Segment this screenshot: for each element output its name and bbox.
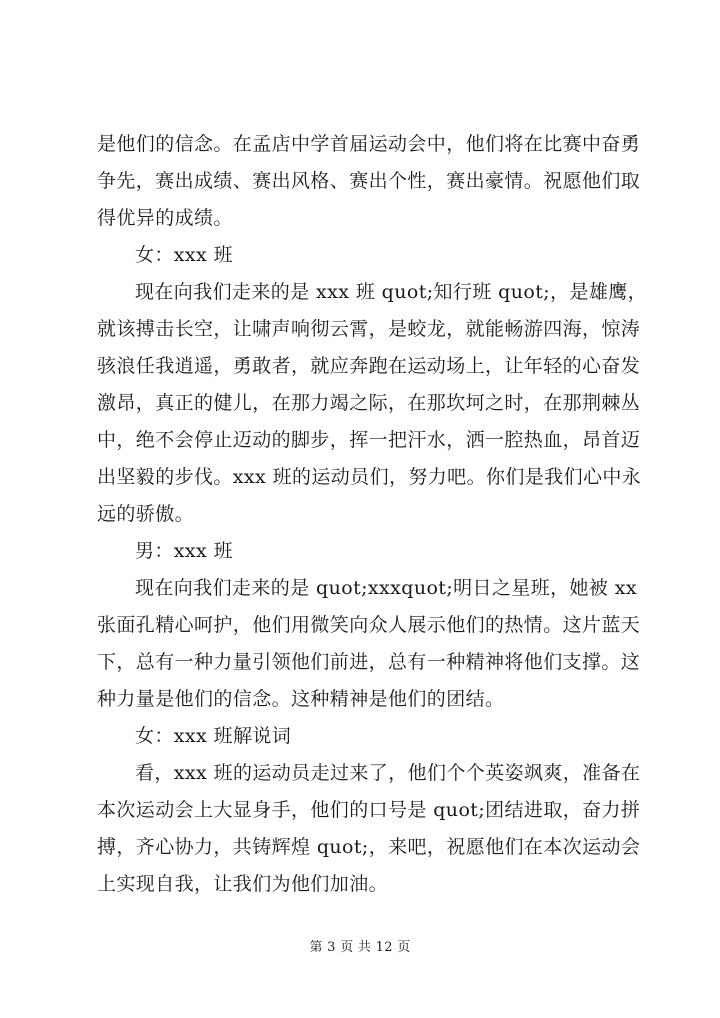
text-line: 种力量是他们的信念。这种精神是他们的团结。 (97, 688, 505, 710)
text-line: 争先，赛出成绩、赛出风格、赛出个性，赛出豪情。祝愿他们取 (97, 170, 641, 192)
speaker-line: 女：xxx 班 (135, 244, 233, 266)
text-line: 现在向我们走来的是 quot;xxxquot;明日之星班，她被 xx (135, 577, 638, 599)
text-line: 激昂，真正的健儿，在那力竭之际，在那坎坷之时，在那荆棘丛 (97, 392, 641, 414)
text-line: 中，绝不会停止迈动的脚步，挥一把汗水，洒一腔热血，昂首迈 (97, 429, 641, 451)
text-line: 本次运动会上大显身手，他们的口号是 quot;团结进取，奋力拼 (97, 799, 641, 821)
text-line: 得优异的成绩。 (97, 207, 233, 229)
text-line: 上实现自我，让我们为他们加油。 (97, 873, 389, 895)
text-line: 搏，齐心协力，共铸辉煌 quot;，来吧，祝愿他们在本次运动会 (97, 836, 641, 858)
text-line: 看，xxx 班的运动员走过来了，他们个个英姿飒爽，准备在 (135, 762, 641, 784)
text-line: 就该搏击长空，让啸声响彻云霄，是蛟龙，就能畅游四海，惊涛 (97, 318, 641, 340)
page-footer: 第 3 页 共 12 页 (309, 940, 411, 955)
text-line: 出坚毅的步伐。xxx 班的运动员们，努力吧。你们是我们心中永 (97, 466, 642, 488)
speaker-line: 女：xxx 班解说词 (135, 725, 292, 747)
speaker-line: 男：xxx 班 (135, 540, 233, 562)
text-line: 远的骄傲。 (97, 503, 195, 525)
text-line: 是他们的信念。在孟店中学首届运动会中，他们将在比赛中奋勇 (97, 133, 641, 155)
text-line: 张面孔精心呵护，他们用微笑向众人展示他们的热情。这片蓝天 (97, 614, 641, 636)
text-line: 下，总有一种力量引领他们前进，总有一种精神将他们支撑。这 (97, 651, 641, 673)
text-line: 现在向我们走来的是 xxx 班 quot;知行班 quot;，是雄鹰， (135, 281, 648, 303)
body-text (97, 126, 657, 903)
text-line: 骇浪任我逍遥，勇敢者，就应奔跑在运动场上，让年轻的心奋发 (97, 355, 641, 377)
